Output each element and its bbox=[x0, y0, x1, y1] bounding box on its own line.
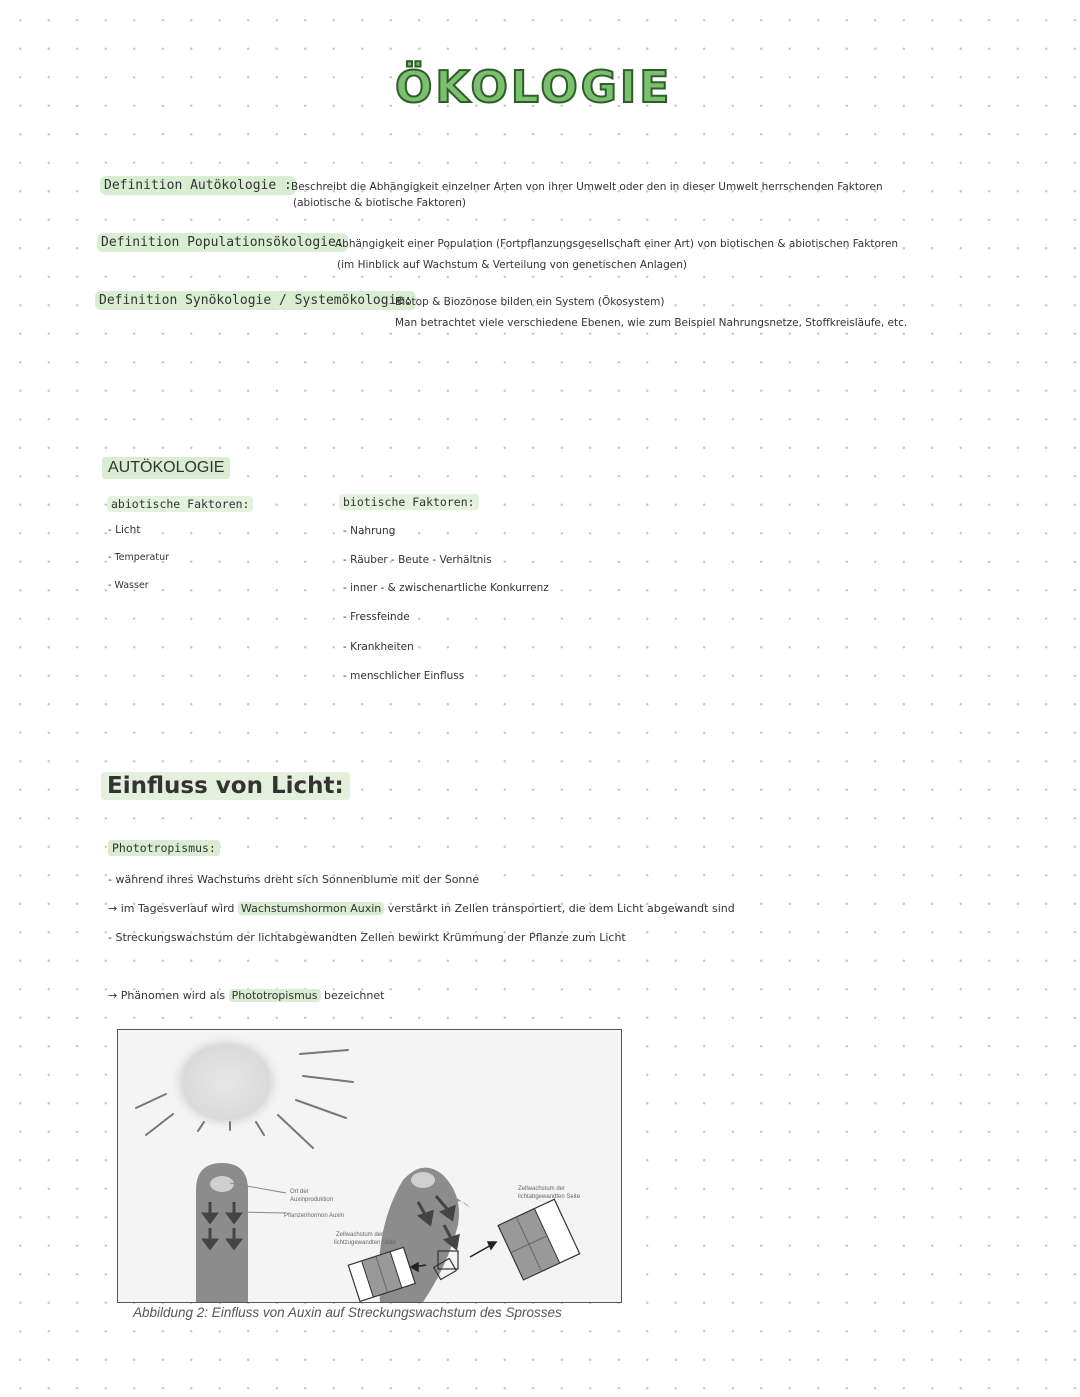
label-zell-zu-2: lichtzugewandten Seite bbox=[334, 1240, 396, 1246]
definition-autoekologie-label: Definition Autökologie : bbox=[100, 176, 296, 195]
auxin-production-site-bent bbox=[411, 1172, 435, 1188]
definition-populationsoekologie-line-1: Abhängigkeit einer Population (Fortpflanzungsgesellschaft einer Art) von biotischen & abiotischen Faktoren bbox=[335, 238, 899, 250]
sun-icon bbox=[168, 1032, 284, 1132]
licht-line-4-post: bezeichnet bbox=[324, 989, 385, 1002]
licht-line-4 bbox=[108, 989, 384, 1002]
licht-line-1: - während ihres Wachstums dreht sich Sonnenblume mit der Sonne bbox=[108, 873, 480, 886]
abiotisch-item: - Licht bbox=[108, 524, 141, 536]
definition-populationsoekologie-line-2: (im Hinblick auf Wachstum & Verteilung von genetischen Anlagen) bbox=[337, 259, 687, 271]
abiotische-faktoren-heading: abiotische Faktoren: bbox=[107, 496, 253, 512]
biotisch-item: - Fressfeinde bbox=[343, 611, 410, 623]
autoekologie-heading: AUTÖKOLOGIE bbox=[102, 457, 230, 479]
abiotisch-item: - Temperatur bbox=[108, 552, 169, 563]
definition-synoekologie-line-2: Man betrachtet viele verschiedene Ebenen, wie zum Beispiel Nahrungsnetze, Stoffkreisläufe, etc. bbox=[395, 317, 908, 329]
label-hormon: Pflanzenhormon Auxin bbox=[284, 1213, 345, 1219]
biotisch-item: - inner - & zwischenartliche Konkurrenz bbox=[343, 582, 549, 594]
auxin-production-site bbox=[210, 1176, 234, 1192]
label-zell-ab-1: Zellwachstum der bbox=[518, 1186, 566, 1192]
licht-line-2-post: verstärkt in Zellen transportiert, die dem Licht abgewandt sind bbox=[387, 902, 735, 915]
label-auxin-ort-1: Ort der bbox=[290, 1189, 309, 1195]
auxin-figure bbox=[117, 1029, 622, 1303]
definition-autoekologie-line-2: (abiotische & biotische Faktoren) bbox=[293, 197, 466, 209]
page-title: ÖKOLOGIE bbox=[395, 62, 673, 113]
figure-caption: Abbildung 2: Einfluss von Auxin auf Streckungswachstum des Sprosses bbox=[133, 1305, 562, 1320]
definition-synoekologie-label: Definition Synökologie / Systemökologie: bbox=[95, 291, 416, 310]
label-zell-ab-2: lichtabgewandten Seite bbox=[518, 1194, 581, 1200]
licht-line-3: - Streckungswachstum der lichtabgewandten Zellen bewirkt Krümmung der Pflanze zum Licht bbox=[108, 931, 626, 944]
biotisch-item: - menschlicher Einfluss bbox=[343, 670, 465, 682]
label-auxin-ort-2: Auxinproduktion bbox=[290, 1197, 334, 1203]
einfluss-licht-heading: Einfluss von Licht: bbox=[101, 772, 350, 800]
label-zell-zu-1: Zellwachstum der bbox=[336, 1232, 384, 1238]
licht-line-4-pre: → Phänomen wird als bbox=[108, 989, 226, 1002]
licht-line-2 bbox=[108, 902, 735, 915]
biotische-faktoren-heading: biotische Faktoren: bbox=[339, 494, 479, 510]
cells-right bbox=[498, 1199, 580, 1280]
auxin-diagram bbox=[118, 1030, 621, 1302]
biotisch-item: - Räuber - Beute - Verhältnis bbox=[343, 554, 492, 566]
definition-populationsoekologie-label: Definition Populationsökologie: bbox=[97, 233, 348, 252]
licht-line-2-pre: → im Tagesverlauf wird bbox=[108, 902, 235, 915]
biotisch-item: - Krankheiten bbox=[343, 641, 414, 653]
definition-synoekologie-line-1: Biotop & Biozönose bilden ein System (Ökosystem) bbox=[395, 296, 665, 308]
phototropismus-heading: Phototropismus: bbox=[108, 840, 220, 856]
definition-autoekologie-line-1: Beschreibt die Abhängigkeit einzelner Arten von ihrer Umwelt oder den in dieser Umwelt herrschenden Faktoren bbox=[291, 181, 883, 193]
abiotisch-item: - Wasser bbox=[108, 580, 149, 591]
phototropismus-highlight: Phototropismus bbox=[229, 989, 321, 1002]
auxin-highlight: Wachstumshormon Auxin bbox=[238, 902, 384, 915]
biotisch-item: - Nahrung bbox=[343, 525, 396, 537]
